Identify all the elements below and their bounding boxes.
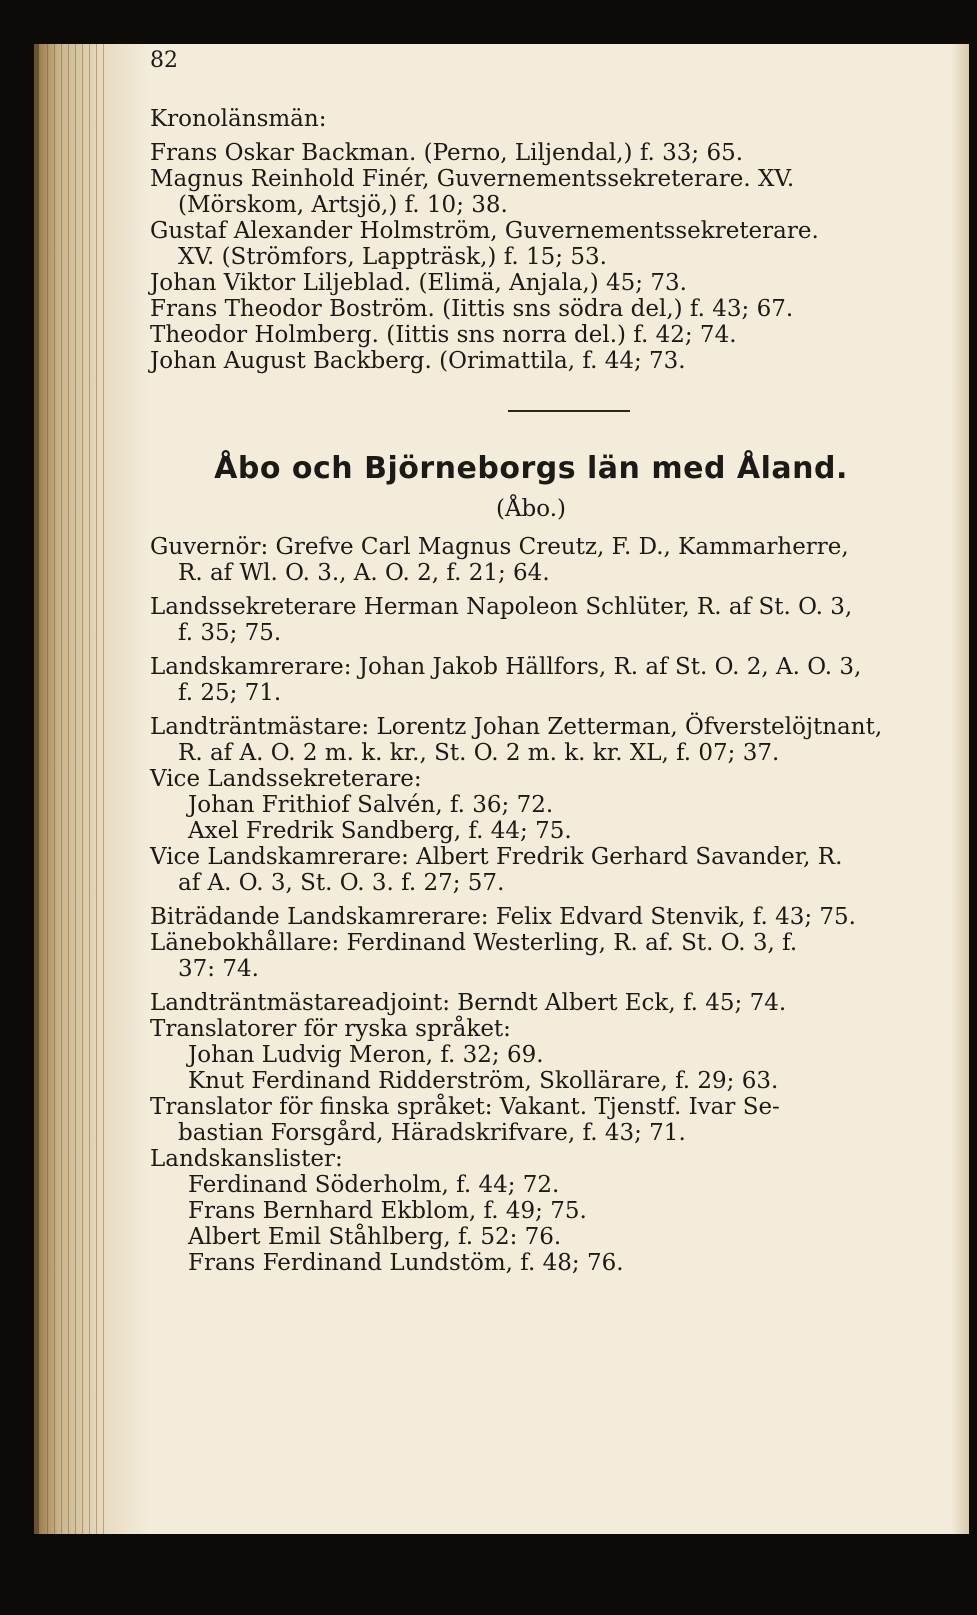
text-line: Magnus Reinhold Finér, Guvernementssekreterare. XV. <box>150 166 795 192</box>
text-line: Translator för finska språket: Vakant. Tjenstf. Ivar Se- <box>150 1094 780 1120</box>
section-divider <box>508 410 630 412</box>
text-line: Johan Frithiof Salvén, f. 36; 72. <box>188 792 554 818</box>
kronolansman-list <box>150 140 912 374</box>
text-line: Frans Theodor Boström. (Iittis sns södra del,) f. 43; 67. <box>150 296 794 322</box>
text-line: bastian Forsgård, Häradskrifvare, f. 43; 71. <box>178 1120 686 1146</box>
text-line: f. 25; 71. <box>178 680 282 706</box>
text-line: Johan August Backberg. (Orimattila, f. 44; 73. <box>150 348 686 374</box>
text-line: Biträdande Landskamrerare: Felix Edvard Stenvik, f. 43; 75. <box>150 904 856 930</box>
text-line: Gustaf Alexander Holmström, Guvernementssekreterare. <box>150 218 819 244</box>
text-line: (Mörskom, Artsjö,) f. 10; 38. <box>178 192 508 218</box>
text-line: Vice Landskamrerare: Albert Fredrik Gerhard Savander, R. <box>150 844 843 870</box>
text-line: Axel Fredrik Sandberg, f. 44; 75. <box>188 818 572 844</box>
text-line: Johan Ludvig Meron, f. 32; 69. <box>188 1042 544 1068</box>
text-line: Guvernör: Grefve Carl Magnus Creutz, F. D., Kammarherre, <box>150 534 849 560</box>
text-line: 37: 74. <box>178 956 259 982</box>
section-title: Åbo och Björneborgs län med Åland. <box>214 451 848 486</box>
book-spine <box>39 44 149 1534</box>
section-heading-kronolansman: Kronolänsmän: <box>150 106 327 132</box>
text-line: R. af Wl. O. 3., A. O. 2, f. 21; 64. <box>178 560 550 586</box>
text-line: Frans Ferdinand Lundstöm, f. 48; 76. <box>188 1250 624 1276</box>
text-line: Johan Viktor Liljeblad. (Elimä, Anjala,) 45; 73. <box>150 270 687 296</box>
text-line: Länebokhållare: Ferdinand Westerling, R. af. St. O. 3, f. <box>150 930 798 956</box>
top-section <box>150 106 912 374</box>
text-line: Knut Ferdinand Ridderström, Skollärare, f. 29; 63. <box>188 1068 779 1094</box>
text-line: Vice Landssekreterare: <box>150 766 422 792</box>
text-line: f. 35; 75. <box>178 620 282 646</box>
text-line: Frans Oskar Backman. (Perno, Liljendal,) f. 33; 65. <box>150 140 744 166</box>
official-list <box>150 534 912 1276</box>
text-line: R. af A. O. 2 m. k. kr., St. O. 2 m. k. kr. XL, f. 07; 37. <box>178 740 780 766</box>
spine-page-edges <box>47 44 107 1534</box>
text-line: XV. (Strömfors, Lappträsk,) f. 15; 53. <box>178 244 607 270</box>
text-line: af A. O. 3, St. O. 3. f. 27; 57. <box>178 870 505 896</box>
section-subtitle: (Åbo.) <box>495 496 567 522</box>
text-line: Translatorer för ryska språket: <box>150 1016 511 1042</box>
text-line: Frans Bernhard Ekblom, f. 49; 75. <box>188 1198 587 1224</box>
text-line: Albert Emil Ståhlberg, f. 52: 76. <box>188 1224 562 1250</box>
text-line: Landskamrerare: Johan Jakob Hällfors, R. af St. O. 2, A. O. 3, <box>150 654 862 680</box>
page-content <box>150 48 912 1276</box>
text-line: Landssekreterare Herman Napoleon Schlüter, R. af St. O. 3, <box>150 594 853 620</box>
text-line: Landträntmästare: Lorentz Johan Zetterman, Öfverstelöjtnant, <box>150 714 883 740</box>
text-line: Ferdinand Söderholm, f. 44; 72. <box>188 1172 560 1198</box>
text-line: Theodor Holmberg. (Iittis sns norra del.) f. 42; 74. <box>150 322 737 348</box>
text-line: Landskanslister: <box>150 1146 343 1172</box>
text-line: Landträntmästareadjoint: Berndt Albert Eck, f. 45; 74. <box>150 990 787 1016</box>
page-number: 82 <box>150 48 178 73</box>
page-edge-shadow <box>951 44 969 1534</box>
